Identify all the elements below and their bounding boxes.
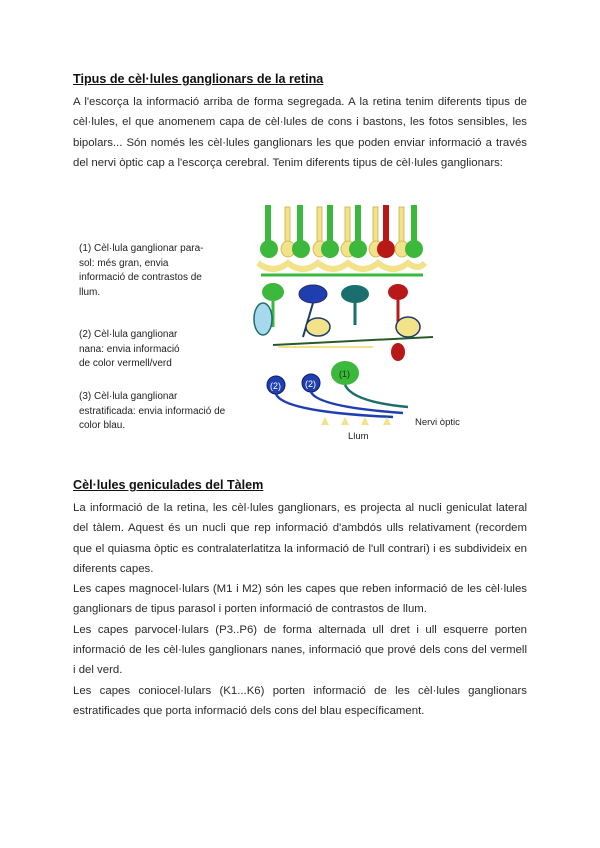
bipolar-cells bbox=[262, 283, 408, 337]
marker-2b: (2) bbox=[305, 379, 316, 389]
thalamus-paragraph-1: La informació de la retina, les cèl·lules ganglionars, es projecta al nucli geniculat lateral del tàlem. Aquest és un nucli que rep informació d'ambdós ulls relativament (recordem que el quiasma òptic es contralaterlatitza la informació de l'ull contrari) i es subdivideix en diferents capes. bbox=[73, 502, 527, 575]
photoreceptors bbox=[265, 205, 417, 243]
ganglion-cells bbox=[267, 343, 405, 394]
intro-paragraph bbox=[73, 92, 527, 173]
intro-text: A l'escorça la informació arriba de forma segregada. A la retina tenim diferents tipus de cèl·lules, el que anomenem capa de cèl·lules de cons i bastons, les fotos sensibles, les bipolars... Són només les cèl·lules ganglionars les que poden enviar informació a través del nervi òptic cap a l'escorça cerebral. Tenim diferents tipus de cèl·lules ganglionars: bbox=[73, 96, 527, 169]
thalamus-paragraph-2: Les capes magnocel·lulars (M1 i M2) són les capes que reben informació de les cèl·lules ganglionars de tipus parasol i porten informació de contrastos de llum. bbox=[73, 583, 527, 616]
light-arrows bbox=[321, 417, 391, 425]
nervi-optic-label: Nervi òptic bbox=[415, 417, 460, 428]
section-heading-ganglion-cells: Tipus de cèl·lules ganglionars de la retina bbox=[73, 72, 324, 86]
label-nana: (2) Cèl·lula ganglionar nana: envia informació de color vermell/verd bbox=[79, 329, 180, 370]
retina-diagram bbox=[73, 197, 473, 447]
thalamus-paragraphs bbox=[73, 498, 527, 721]
section-heading-thalamus: Cèl·lules geniculades del Tàlem bbox=[73, 478, 264, 492]
marker-2a: (2) bbox=[270, 381, 281, 391]
label-stratified: (3) Cèl·lula ganglionar estratificada: envia informació de color blau. bbox=[79, 391, 226, 432]
photoreceptor-bodies bbox=[260, 240, 423, 258]
retina-figure bbox=[73, 197, 473, 447]
thalamus-paragraph-4: Les capes coniocel·lulars (K1...K6) porten informació de les cèl·lules ganglionars estratificades que porta informació dels cons del blau específicament. bbox=[73, 684, 527, 717]
label-parasol: (1) Cèl·lula ganglionar para- sol: més gran, envia informació de contrastos de llum. bbox=[79, 243, 204, 298]
marker-1: (1) bbox=[339, 369, 350, 379]
llum-label: Llum bbox=[348, 431, 369, 442]
thalamus-paragraph-3: Les capes parvocel·lulars (P3..P6) de forma alternada ull dret i ull esquerre porten informació de les cèl·lules ganglionars nanes, informació que prové dels cons del vermell i del verd. bbox=[73, 623, 527, 677]
